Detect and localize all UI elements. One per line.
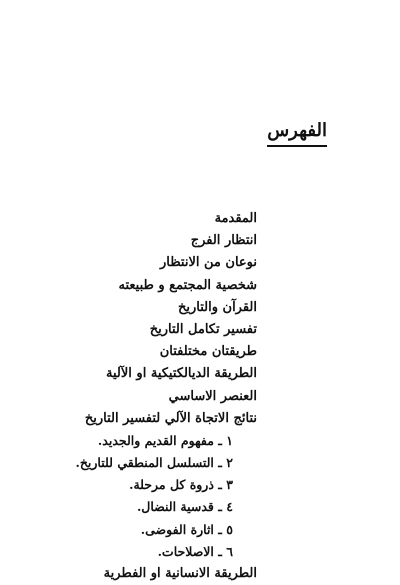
toc-item: تفسير تكامل التاريخ <box>149 321 257 337</box>
toc-item: المقدمة <box>214 211 257 226</box>
toc-item: شخصية المجتمع و طبيعته <box>118 277 257 293</box>
toc-item: انتظار الفرج <box>190 233 257 249</box>
table-of-contents <box>17 208 257 585</box>
toc-item: طريقتان مختلفتان <box>159 344 257 360</box>
toc-subitem: ٣ ـ ذروة كل مرحلة. <box>129 477 233 493</box>
toc-subitem: ٦ ـ الاصلاحات. <box>157 543 233 559</box>
toc-subitem: ٥ ـ اثارة الفوضى. <box>140 521 233 537</box>
toc-subitem: ٤ ـ قدسية النضال. <box>136 499 233 515</box>
toc-item: الطريقة الديالكتيكية او الآلية <box>106 366 257 382</box>
toc-item: القرآن والتاريخ <box>177 299 257 315</box>
page-title: الفهرس <box>267 120 327 147</box>
toc-item: العنصر الاساسي <box>168 388 257 404</box>
toc-item: نتائج الاتجاة الآلي لتفسير التاريخ <box>84 410 257 426</box>
toc-item: نوعان من الانتظار <box>160 255 257 271</box>
toc-subitem: ١ ـ مفهوم القديم والجديد. <box>97 432 233 448</box>
toc-item: الطريقة الانسانية او الفطرية <box>103 566 257 581</box>
toc-subitem: ٢ ـ التسلسل المنطقي للتاريخ. <box>75 455 233 471</box>
